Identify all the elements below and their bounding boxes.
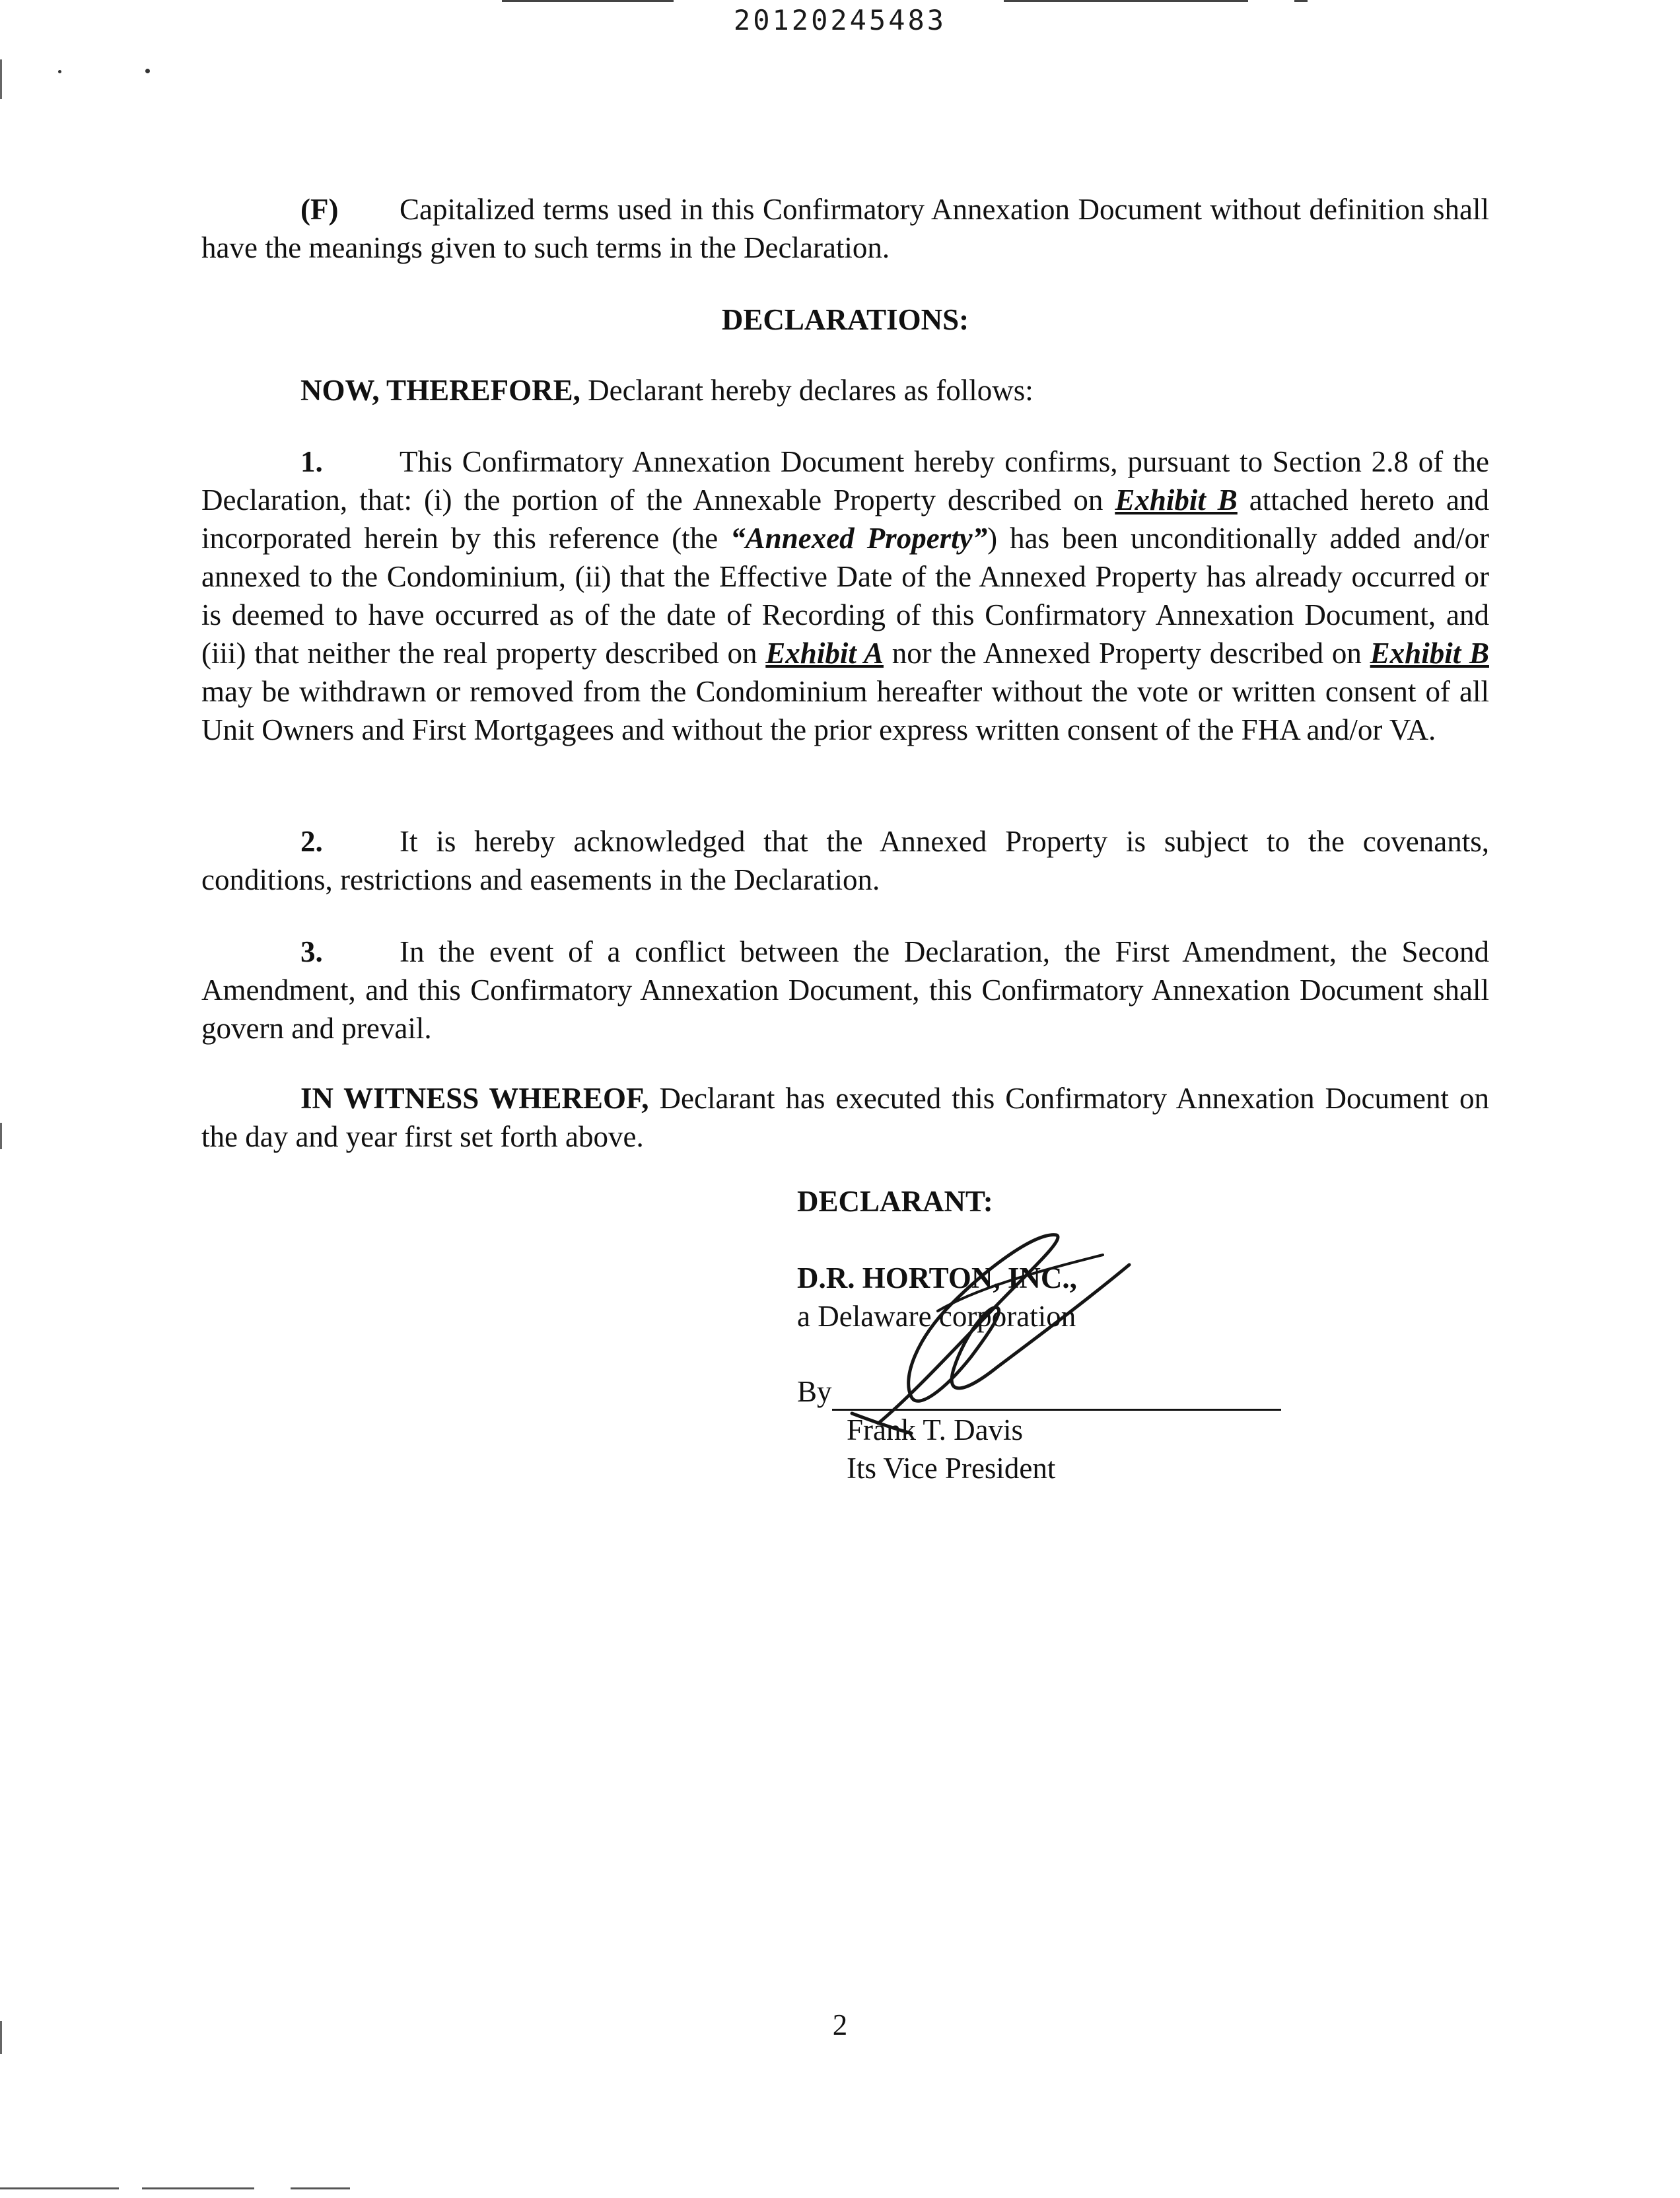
scan-edge-line — [1294, 0, 1308, 2]
scan-edge-line — [142, 2187, 254, 2189]
item-2-number: 2. — [300, 825, 323, 858]
paragraph-f-text: Capitalized terms used in this Confirmatory Annexation Document without definition shall have the meanings given to such terms in the Declaration. — [201, 193, 1489, 264]
scan-speck — [145, 69, 150, 73]
scan-edge-line — [0, 2187, 119, 2189]
paragraph-f-label: (F) — [300, 193, 339, 226]
page-number: 2 — [832, 2008, 848, 2041]
item-1-text: attached hereto and incorporated herein by this reference (the — [201, 483, 1489, 555]
item-2-text: It is hereby acknowledged that the Annexed Property is subject to the covenants, conditions, restrictions and easements in the Declaration. — [201, 825, 1489, 896]
signer-title: Its Vice President — [847, 1452, 1056, 1485]
now-therefore-bold: NOW, THEREFORE, — [300, 374, 580, 407]
scan-speck — [58, 70, 61, 73]
now-therefore-paragraph — [201, 371, 1489, 409]
item-1-text: nor the Annexed Property described on — [883, 637, 1370, 670]
exhibit-b-reference: Exhibit B — [1370, 637, 1489, 670]
exhibit-b-reference: Exhibit B — [1115, 483, 1238, 516]
scan-edge-line — [291, 2187, 350, 2189]
scan-edge-line — [502, 0, 674, 2]
item-1-text: ) has been unconditionally added and/or annexed to the Condominium, (ii) that the Effective Date of the Annexed Property has already occurred or is deemed to have occurred as of the date of Recording of this Confirmatory Annexation Document, and (iii) that neither the real property described on — [201, 522, 1489, 670]
item-1-text: This Confirmatory Annexation Document hereby confirms, pursuant to Section 2.8 of the Declaration, that: (i) the portion of the Annexable Property described on — [201, 445, 1489, 516]
item-3-text: In the event of a conflict between the Declaration, the First Amendment, the Second Amendment, and this Confirmatory Annexation Document, this Confirmatory Annexation Document shall govern and prevail. — [201, 935, 1489, 1045]
by-label: By — [797, 1375, 832, 1408]
item-3-paragraph — [201, 933, 1489, 1047]
record-number: 20120245483 — [733, 4, 947, 36]
scan-edge-mark — [0, 59, 2, 99]
declarant-label: DECLARANT: — [797, 1185, 993, 1218]
witness-bold: IN WITNESS WHEREOF, — [300, 1082, 649, 1115]
scan-edge-mark — [0, 1123, 2, 1149]
item-3-number: 3. — [300, 935, 323, 968]
signer-name: Frank T. Davis — [847, 1413, 1024, 1446]
paragraph-f — [201, 190, 1489, 267]
now-therefore-text: Declarant hereby declares as follows: — [580, 374, 1033, 407]
witness-paragraph — [201, 1079, 1489, 1156]
company-name: D.R. HORTON, INC., — [797, 1261, 1077, 1294]
scan-edge-line — [1004, 0, 1248, 2]
company-description: a Delaware corporation — [797, 1300, 1076, 1333]
item-1-paragraph — [201, 443, 1489, 749]
item-2-paragraph — [201, 822, 1489, 899]
handwritten-signature — [839, 1225, 1156, 1450]
annexed-property-term: “Annexed Property” — [730, 522, 988, 555]
witness-text: Declarant has executed this Confirmatory Annexation Document on the day and year first set forth above. — [201, 1082, 1489, 1153]
declarations-heading: DECLARATIONS: — [721, 303, 969, 336]
item-1-number: 1. — [300, 445, 323, 478]
item-1-text: may be withdrawn or removed from the Condominium hereafter without the vote or written consent of all Unit Owners and First Mortgagees and without the prior express written consent of the FHA and/or VA. — [201, 675, 1489, 746]
exhibit-a-reference: Exhibit A — [765, 637, 884, 670]
